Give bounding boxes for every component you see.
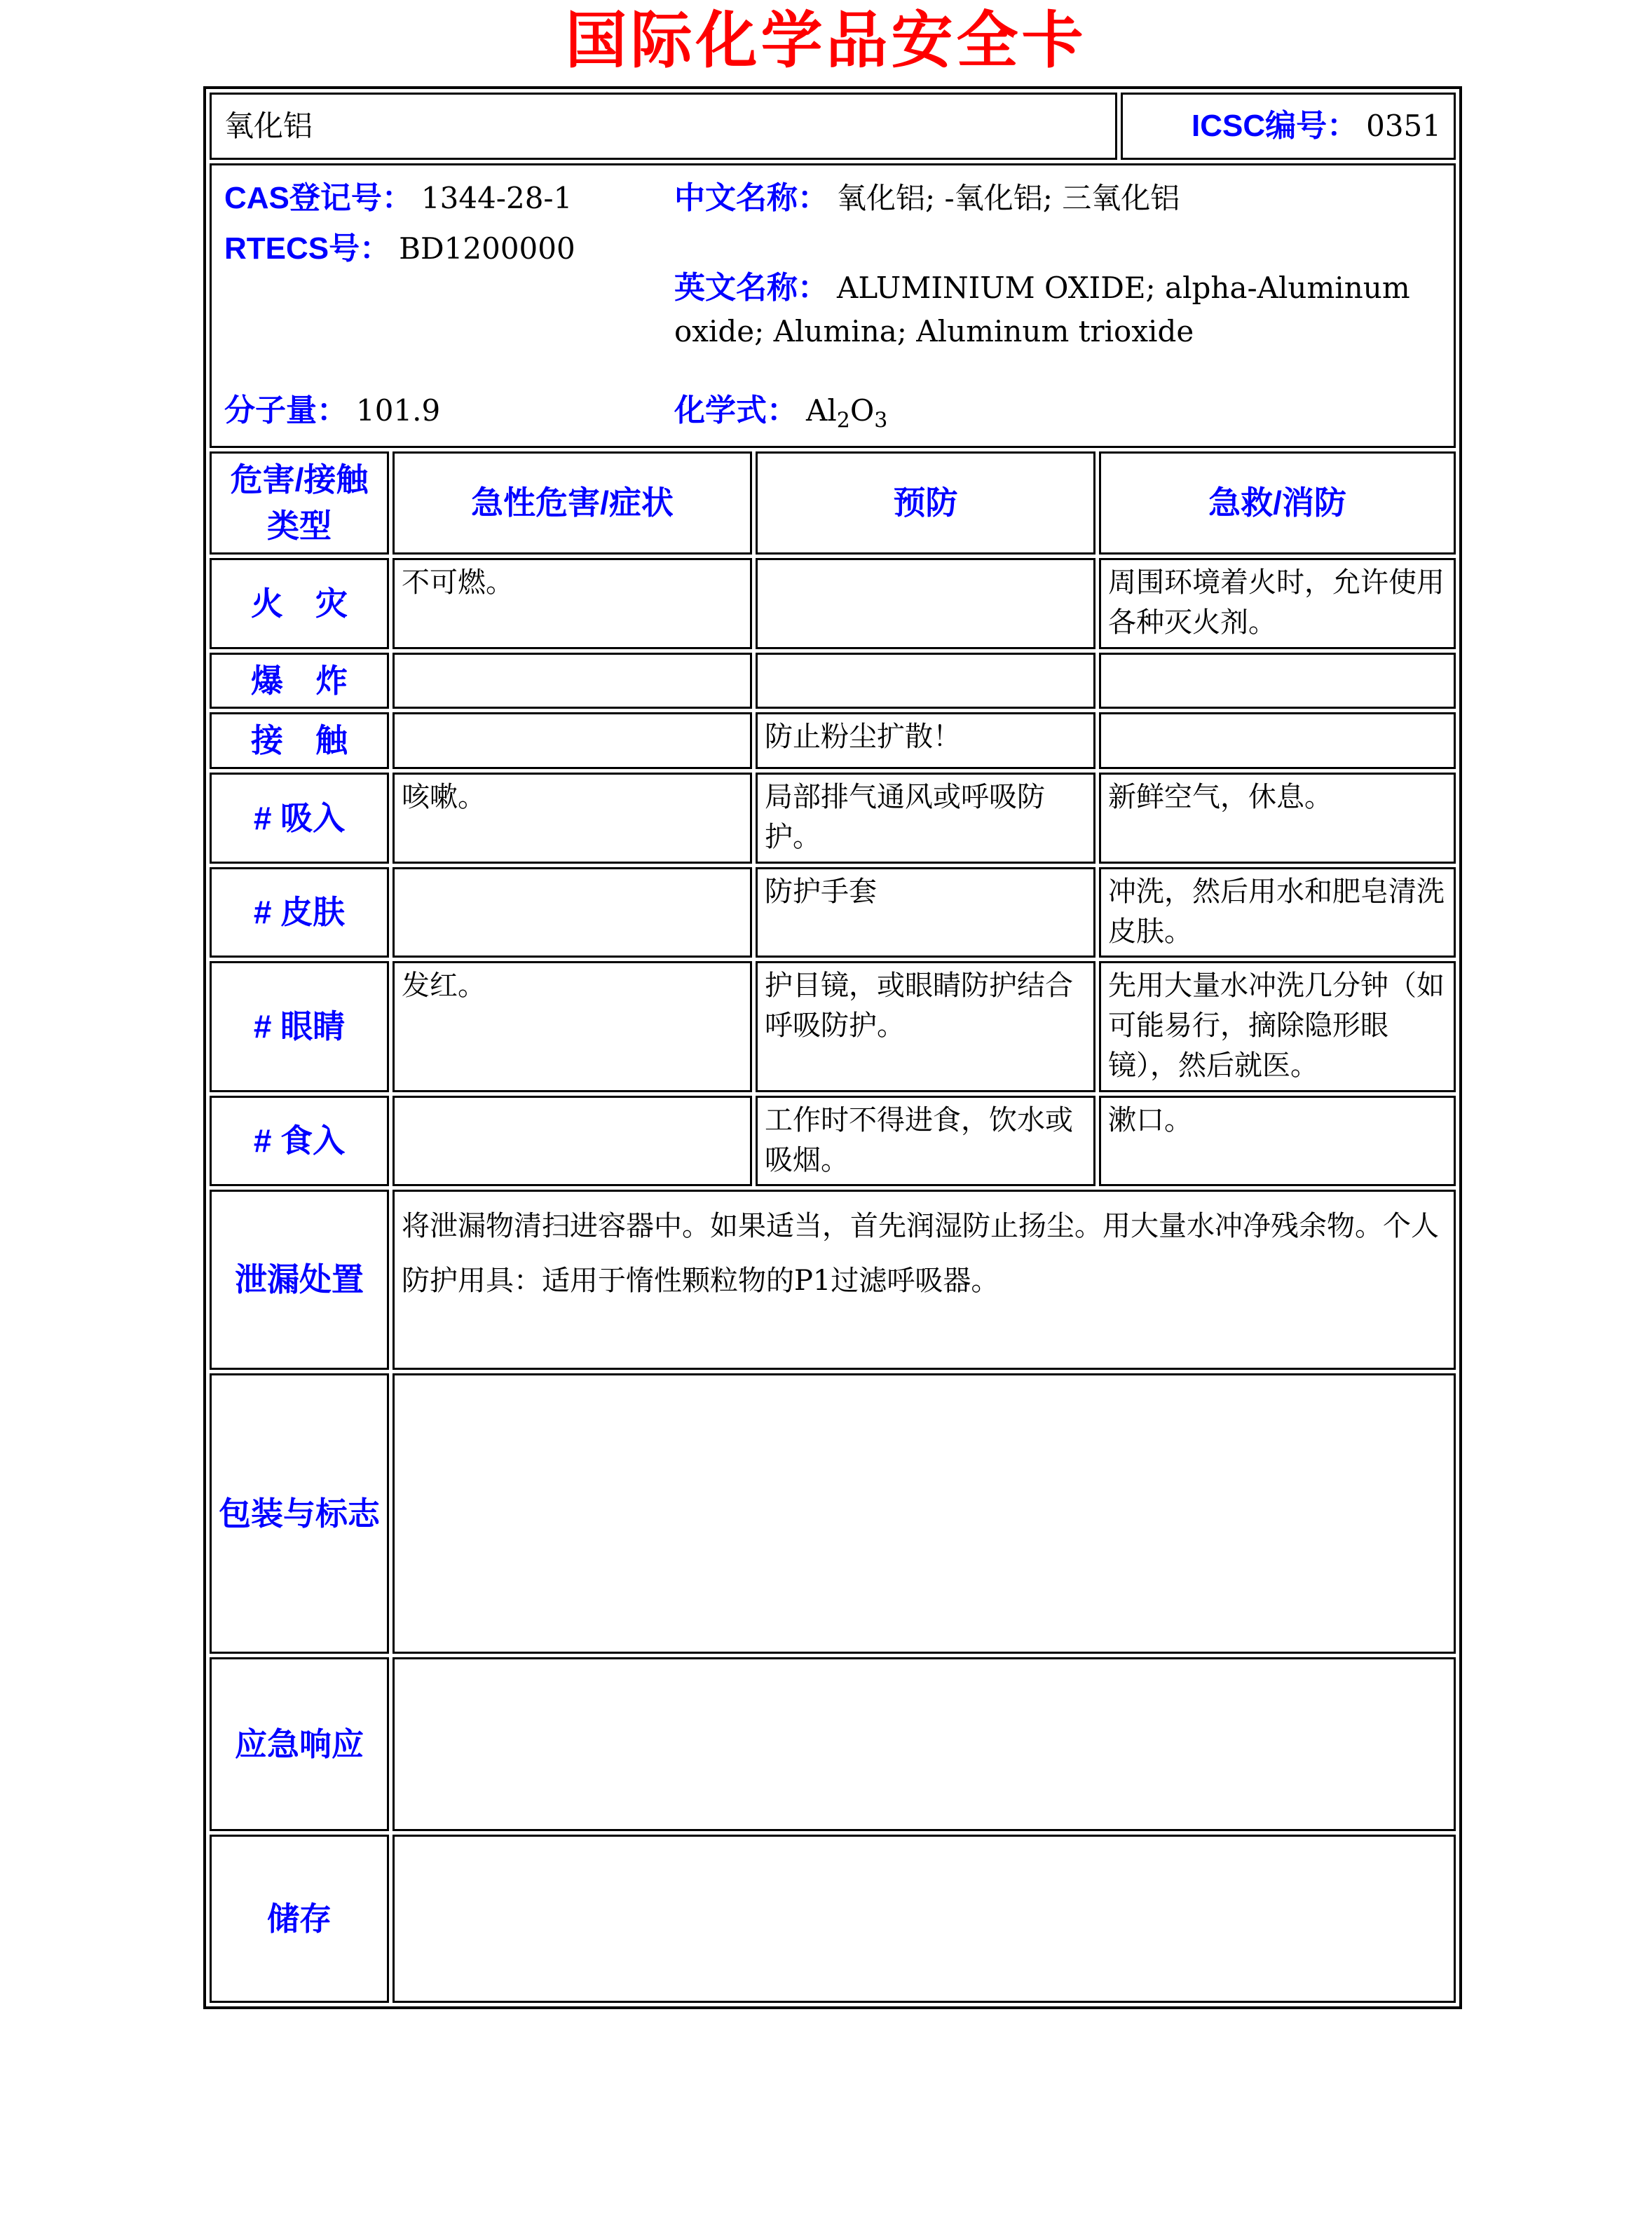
- rtecs-value: BD1200000: [399, 231, 575, 266]
- hazard-row-ingestion-first-aid: 漱口。: [1099, 1096, 1456, 1187]
- substance-name-cell: [210, 93, 1117, 160]
- section-packaging-labelling-label: 包装与标志: [210, 1373, 389, 1654]
- hazard-row-explosion-first-aid: [1099, 653, 1456, 709]
- molecular-weight-label: 分子量：: [224, 393, 348, 428]
- formula-element-1: Al: [806, 393, 837, 428]
- hazard-row-eyes-label: # 眼睛: [210, 961, 389, 1092]
- formula-subscript-1: 2: [836, 408, 850, 433]
- hazard-row-explosion-prevention: [756, 653, 1095, 709]
- chinese-name-label: 中文名称：: [674, 180, 828, 215]
- english-name-line: [674, 266, 1441, 352]
- molecular-weight-line: [224, 389, 674, 433]
- hazard-row-skin-first-aid: 冲洗，然后用水和肥皂清洗皮肤。: [1099, 867, 1456, 958]
- formula-element-2: O: [849, 393, 875, 428]
- icsc-number-value: 0351: [1366, 108, 1441, 143]
- hazard-row-explosion: [210, 653, 1456, 709]
- icsc-safety-card-page: [0, 7, 1652, 2230]
- rtecs-line: [224, 227, 674, 271]
- page-title: 国际化学品安全卡: [565, 6, 1087, 75]
- hazard-row-eyes-prevention: 护目镜，或眼睛防护结合呼吸防护。: [756, 961, 1095, 1092]
- hazard-row-inhalation: [210, 773, 1456, 864]
- header-row: [210, 93, 1456, 160]
- formula-subscript-2: 3: [874, 408, 888, 433]
- column-header-hazard-type: 危害/接触类型: [210, 451, 389, 555]
- section-spillage-disposal-label: 泄漏处置: [210, 1190, 389, 1370]
- identity-right-column: [674, 177, 1441, 433]
- english-name-value: ALUMINIUM OXIDE; alpha-Aluminum oxide; Alumina; Aluminum trioxide: [674, 271, 1410, 348]
- english-name-label: 英文名称：: [674, 271, 828, 306]
- hazard-row-exposure-label: 接 触: [210, 712, 389, 769]
- hazard-row-fire-symptoms: 不可燃。: [392, 558, 752, 649]
- hazard-row-fire-label: 火 灾: [210, 558, 389, 649]
- hazard-row-ingestion-prevention: 工作时不得进食，饮水或吸烟。: [756, 1096, 1095, 1187]
- hazard-row-fire-prevention: [756, 558, 1095, 649]
- hazard-row-eyes: [210, 961, 1456, 1092]
- section-packaging-labelling-content: [392, 1373, 1456, 1654]
- hazard-row-inhalation-first-aid: 新鲜空气，休息。: [1099, 773, 1456, 864]
- hazard-column-header-row: [210, 451, 1456, 555]
- molecular-weight-value: 101.9: [356, 393, 441, 428]
- chinese-name-line: [674, 177, 1441, 220]
- cas-line: [224, 177, 674, 220]
- hazard-row-skin-prevention: 防护手套: [756, 867, 1095, 958]
- identity-row: [210, 163, 1456, 448]
- hazard-row-inhalation-label: # 吸入: [210, 773, 389, 864]
- safety-card-table: [203, 86, 1462, 2010]
- hazard-row-fire-first-aid: 周围环境着火时，允许使用各种灭火剂。: [1099, 558, 1456, 649]
- chemical-formula-line: [674, 389, 1441, 433]
- hazard-row-exposure-first-aid: [1099, 712, 1456, 769]
- column-header-prevention: 预防: [756, 451, 1095, 555]
- section-packaging-labelling: [210, 1373, 1456, 1654]
- hazard-row-fire: [210, 558, 1456, 649]
- hazard-row-explosion-label: 爆 炸: [210, 653, 389, 709]
- hazard-row-skin: [210, 867, 1456, 958]
- icsc-number-cell: [1121, 93, 1456, 160]
- section-spillage-disposal-content: 将泄漏物清扫进容器中。如果适当，首先润湿防止扬尘。用大量水冲净残余物。个人防护用具：适用于惰性颗粒物的P1过滤呼吸器。: [392, 1190, 1456, 1370]
- hazard-row-skin-symptoms: [392, 867, 752, 958]
- hazard-row-ingestion-symptoms: [392, 1096, 752, 1187]
- chemical-formula-value: [806, 393, 888, 433]
- hazard-row-exposure-symptoms: [392, 712, 752, 769]
- hazard-row-explosion-symptoms: [392, 653, 752, 709]
- hazard-row-ingestion: [210, 1096, 1456, 1187]
- identity-left-column: [224, 177, 674, 433]
- identity-cell: [210, 163, 1456, 448]
- substance-name: 氧化铝: [224, 108, 313, 143]
- hazard-row-exposure: [210, 712, 1456, 769]
- rtecs-label: RTECS号：: [224, 231, 391, 266]
- hazard-row-inhalation-symptoms: 咳嗽。: [392, 773, 752, 864]
- section-emergency-response: [210, 1657, 1456, 1831]
- section-spillage-disposal: [210, 1190, 1456, 1370]
- cas-label: CAS登记号：: [224, 180, 413, 215]
- column-header-acute-symptoms: 急性危害/症状: [392, 451, 752, 555]
- chemical-formula-label: 化学式：: [674, 393, 798, 428]
- hazard-row-eyes-symptoms: 发红。: [392, 961, 752, 1092]
- section-emergency-response-label: 应急响应: [210, 1657, 389, 1831]
- icsc-number-label: ICSC编号：: [1191, 108, 1358, 143]
- hazard-row-skin-label: # 皮肤: [210, 867, 389, 958]
- hazard-row-eyes-first-aid: 先用大量水冲洗几分钟（如可能易行，摘除隐形眼镜），然后就医。: [1099, 961, 1456, 1092]
- column-header-first-aid: 急救/消防: [1099, 451, 1456, 555]
- hazard-row-inhalation-prevention: 局部排气通风或呼吸防护。: [756, 773, 1095, 864]
- section-storage-label: 储存: [210, 1835, 389, 2003]
- section-emergency-response-content: [392, 1657, 1456, 1831]
- hazard-row-ingestion-label: # 食入: [210, 1096, 389, 1187]
- section-storage-content: [392, 1835, 1456, 2003]
- cas-value: 1344-28-1: [421, 180, 573, 215]
- section-storage: [210, 1835, 1456, 2003]
- chinese-name-value: 氧化铝; -氧化铝; 三氧化铝: [837, 180, 1180, 215]
- hazard-row-exposure-prevention: 防止粉尘扩散！: [756, 712, 1095, 769]
